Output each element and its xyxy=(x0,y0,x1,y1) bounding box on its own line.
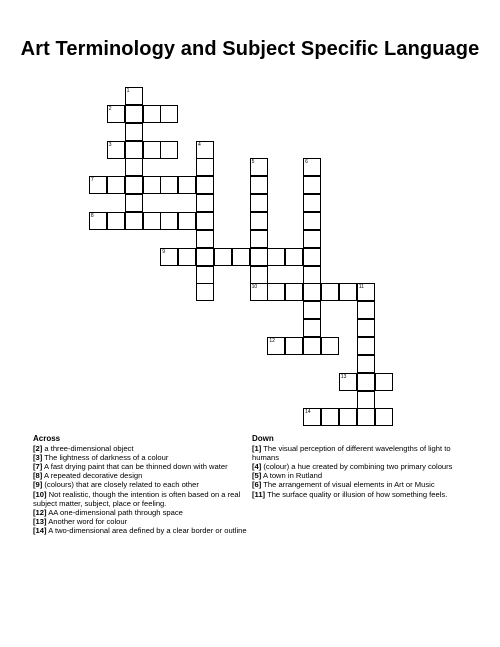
grid-cell[interactable] xyxy=(250,248,268,266)
grid-cell[interactable] xyxy=(107,176,125,194)
grid-cell[interactable] xyxy=(125,212,143,230)
grid-cell[interactable] xyxy=(196,283,214,301)
grid-cell[interactable] xyxy=(125,87,143,105)
clue-number-label: [7] xyxy=(33,462,43,472)
grid-cell[interactable] xyxy=(303,337,321,355)
clue-number: 7 xyxy=(90,177,94,184)
grid-cell[interactable] xyxy=(303,158,321,176)
grid-cell[interactable] xyxy=(267,283,285,301)
grid-cell[interactable] xyxy=(357,337,375,355)
grid-cell[interactable] xyxy=(107,105,125,123)
clue-text: a three-dimensional object xyxy=(42,444,134,454)
grid-cell[interactable] xyxy=(250,194,268,212)
grid-cell[interactable] xyxy=(357,355,375,373)
clue-number-label: [2] xyxy=(33,444,43,454)
grid-cell[interactable] xyxy=(303,212,321,230)
clue-text: AA one-dimensional path through space xyxy=(46,507,183,517)
grid-cell[interactable] xyxy=(196,194,214,212)
across-clue xyxy=(33,453,251,462)
clue-number-label: [12] xyxy=(33,507,47,517)
grid-cell[interactable] xyxy=(267,248,285,266)
grid-cell[interactable] xyxy=(357,319,375,337)
grid-cell[interactable] xyxy=(125,141,143,159)
grid-cell[interactable] xyxy=(375,408,393,426)
grid-cell[interactable] xyxy=(285,248,303,266)
grid-cell[interactable] xyxy=(125,194,143,212)
across-clue xyxy=(33,462,251,471)
grid-cell[interactable] xyxy=(143,176,161,194)
grid-cell[interactable] xyxy=(143,105,161,123)
clue-number: 5 xyxy=(251,159,255,166)
grid-cell[interactable] xyxy=(160,176,178,194)
grid-cell[interactable] xyxy=(303,301,321,319)
grid-cell[interactable] xyxy=(125,176,143,194)
across-clues xyxy=(33,434,251,535)
clue-number-label: [4] xyxy=(252,462,262,472)
grid-cell[interactable] xyxy=(160,212,178,230)
grid-cell[interactable] xyxy=(196,158,214,176)
clue-number: 14 xyxy=(305,409,311,416)
clue-number: 13 xyxy=(340,373,347,380)
across-clue xyxy=(33,490,251,508)
grid-cell[interactable] xyxy=(357,373,375,391)
across-clue xyxy=(33,444,251,453)
clue-text: The surface quality or illusion of how something feels. xyxy=(265,489,448,499)
grid-cell[interactable] xyxy=(303,319,321,337)
grid-cell[interactable] xyxy=(285,283,303,301)
clue-number-label: [3] xyxy=(33,453,43,463)
grid-cell[interactable] xyxy=(321,408,339,426)
grid-cell[interactable] xyxy=(357,301,375,319)
grid-cell[interactable] xyxy=(107,141,125,159)
clue-text: Not realistic, though the intention is often based on a real subject matter, subject, place or feeling. xyxy=(33,489,241,508)
grid-cell[interactable] xyxy=(160,105,178,123)
clue-number-label: [10] xyxy=(33,489,47,499)
grid-cell[interactable] xyxy=(196,248,214,266)
grid-cell[interactable] xyxy=(285,337,303,355)
down-clue-list xyxy=(252,444,472,499)
grid-cell[interactable] xyxy=(214,248,232,266)
clue-text: The arrangement of visual elements in Art or Music xyxy=(261,480,435,490)
across-clue xyxy=(33,526,251,535)
grid-cell[interactable] xyxy=(160,141,178,159)
clue-number: 12 xyxy=(269,337,275,344)
down-clue xyxy=(252,471,472,480)
across-clue xyxy=(33,471,251,480)
grid-cell[interactable] xyxy=(160,248,178,266)
clue-text: A two-dimensional area defined by a clear border or outline xyxy=(46,525,247,535)
grid-cell[interactable] xyxy=(143,141,161,159)
down-clues xyxy=(252,434,472,499)
grid-cell[interactable] xyxy=(303,248,321,266)
grid-cell[interactable] xyxy=(125,123,143,141)
across-clue xyxy=(33,480,251,489)
across-clue xyxy=(33,517,251,526)
clue-number: 9 xyxy=(162,248,166,255)
clue-number-label: [13] xyxy=(33,516,47,526)
page-title: Art Terminology and Subject Specific Language xyxy=(20,38,480,60)
grid-cell[interactable] xyxy=(303,230,321,248)
down-heading: Down xyxy=(252,434,274,443)
down-clue xyxy=(252,490,472,499)
down-clue xyxy=(252,480,472,489)
grid-cell[interactable] xyxy=(339,408,357,426)
grid-cell[interactable] xyxy=(89,176,107,194)
grid-cell[interactable] xyxy=(321,283,339,301)
grid-cell[interactable] xyxy=(250,283,268,301)
grid-cell[interactable] xyxy=(321,337,339,355)
clue-number: 10 xyxy=(251,284,258,291)
grid-cell[interactable] xyxy=(250,158,268,176)
clue-text: A town in Rutland xyxy=(261,471,323,481)
clue-number: 8 xyxy=(90,213,94,219)
grid-cell[interactable] xyxy=(375,373,393,391)
grid-cell[interactable] xyxy=(125,158,143,176)
clue-number: 1 xyxy=(126,88,130,94)
clue-text: The lightness of darkness of a colour xyxy=(42,453,169,463)
grid-cell[interactable] xyxy=(339,283,357,301)
clue-text: Another word for colour xyxy=(46,516,128,526)
grid-cell[interactable] xyxy=(357,408,375,426)
clue-number-label: [11] xyxy=(252,489,266,499)
grid-cell[interactable] xyxy=(303,194,321,212)
clue-number-label: [8] xyxy=(33,471,43,481)
grid-cell[interactable] xyxy=(143,212,161,230)
clue-text: A fast drying paint that can be thinned down with water xyxy=(42,462,228,472)
clue-number-label: [14] xyxy=(33,525,47,535)
clue-text: (colour) a hue created by combining two primary colours xyxy=(261,462,453,472)
clue-text: (colours) that are closely related to each other xyxy=(42,480,199,490)
grid-cell[interactable] xyxy=(250,212,268,230)
grid-cell[interactable] xyxy=(196,141,214,159)
grid-cell[interactable] xyxy=(125,105,143,123)
clue-number-label: [9] xyxy=(33,480,43,490)
clue-number: 2 xyxy=(108,105,112,112)
grid-cell[interactable] xyxy=(339,373,357,391)
grid-cell[interactable] xyxy=(267,337,285,355)
grid-cell[interactable] xyxy=(250,176,268,194)
clue-number: 4 xyxy=(198,141,201,148)
grid-cell[interactable] xyxy=(196,266,214,284)
grid-cell[interactable] xyxy=(178,212,196,230)
grid-cell[interactable] xyxy=(232,248,250,266)
grid-cell[interactable] xyxy=(107,212,125,230)
grid-cell[interactable] xyxy=(89,212,107,230)
grid-cell[interactable] xyxy=(303,283,321,301)
grid-cell[interactable] xyxy=(196,212,214,230)
clue-text: A repeated decorative design xyxy=(42,471,143,481)
across-clue xyxy=(33,508,251,517)
down-clue xyxy=(252,462,472,471)
grid-cell[interactable] xyxy=(357,283,375,301)
across-clue-list xyxy=(33,444,251,535)
grid-cell[interactable] xyxy=(303,266,321,284)
clue-number-label: [5] xyxy=(252,471,262,481)
clue-number-label: [6] xyxy=(252,480,262,490)
clue-number: 6 xyxy=(305,159,308,166)
clue-number: 11 xyxy=(358,284,364,291)
grid-cell[interactable] xyxy=(178,176,196,194)
grid-cell[interactable] xyxy=(250,230,268,248)
clue-text: The visual perception of different wavelengths of light to humans xyxy=(252,444,451,463)
grid-cell[interactable] xyxy=(196,176,214,194)
grid-cell[interactable] xyxy=(196,230,214,248)
across-heading: Across xyxy=(33,434,61,443)
grid-cell[interactable] xyxy=(303,408,321,426)
grid-cell[interactable] xyxy=(178,248,196,266)
clue-number-label: [1] xyxy=(252,444,262,454)
grid-cell[interactable] xyxy=(303,176,321,194)
grid-cell[interactable] xyxy=(357,391,375,409)
down-clue xyxy=(252,444,472,462)
grid-cell[interactable] xyxy=(250,266,268,284)
clue-number: 3 xyxy=(108,141,112,148)
